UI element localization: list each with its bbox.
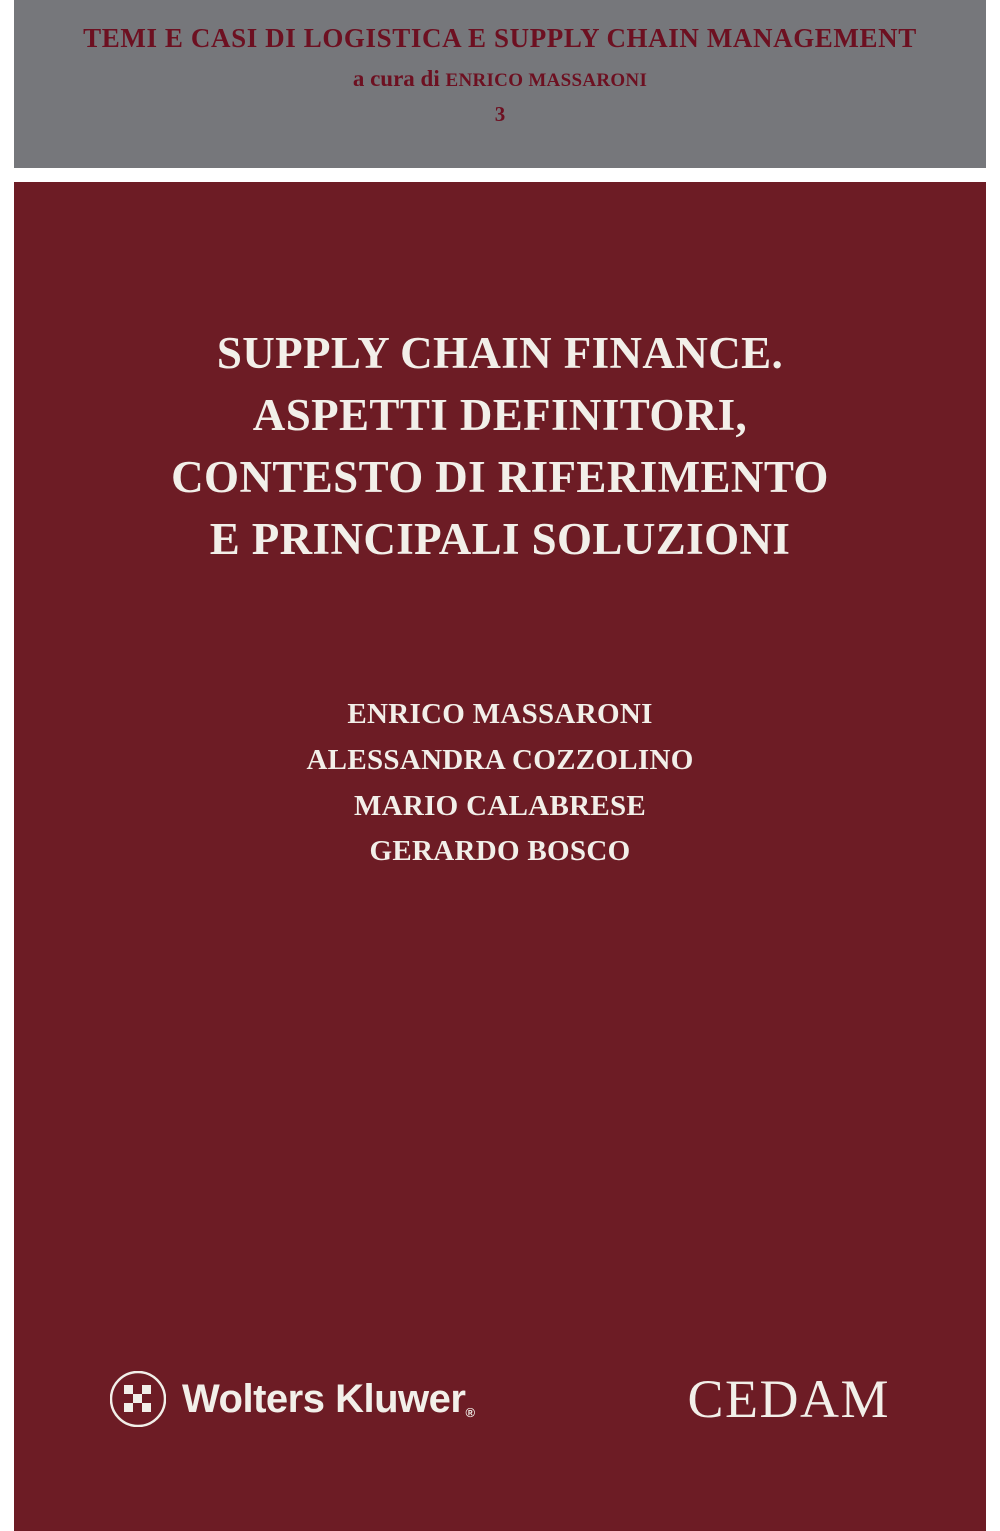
- author-4: GERARDO BOSCO: [369, 835, 631, 868]
- author-3: MARIO CALABRESE: [353, 789, 647, 822]
- cedam-wordmark: CEDAM: [687, 1369, 890, 1429]
- series-editor-prefix: a cura di: [352, 65, 446, 91]
- book-title-line-4: E PRINCIPALI SOLUZIONI: [209, 514, 791, 565]
- series-editor: [353, 66, 647, 92]
- book-title-line-3: CONTESTO DI RIFERIMENTO: [171, 452, 829, 503]
- registered-trademark-icon: ®: [465, 1405, 475, 1420]
- series-title: TEMI E CASI DI LOGISTICA E SUPPLY CHAIN MANAGEMENT: [83, 23, 917, 53]
- book-title-line-2: ASPETTI DEFINITORI,: [252, 390, 748, 441]
- wolters-kluwer-wordmark: Wolters Kluwer®: [182, 1377, 475, 1421]
- wolters-kluwer-mark-icon: [110, 1371, 166, 1427]
- series-number: 3: [494, 101, 506, 126]
- author-2: ALESSANDRA COZZOLINO: [306, 743, 694, 776]
- book-title-line-1: SUPPLY CHAIN FINANCE.: [216, 328, 784, 378]
- cover-main-panel: [14, 182, 986, 1531]
- author-list: [14, 692, 986, 875]
- series-editor-name: ENRICO MASSARONI: [445, 69, 648, 91]
- publisher-row: [14, 1359, 986, 1439]
- author-1: ENRICO MASSARONI: [347, 698, 653, 730]
- book-title: [14, 322, 986, 570]
- wolters-kluwer-logo: [110, 1371, 475, 1427]
- series-band: [14, 0, 986, 168]
